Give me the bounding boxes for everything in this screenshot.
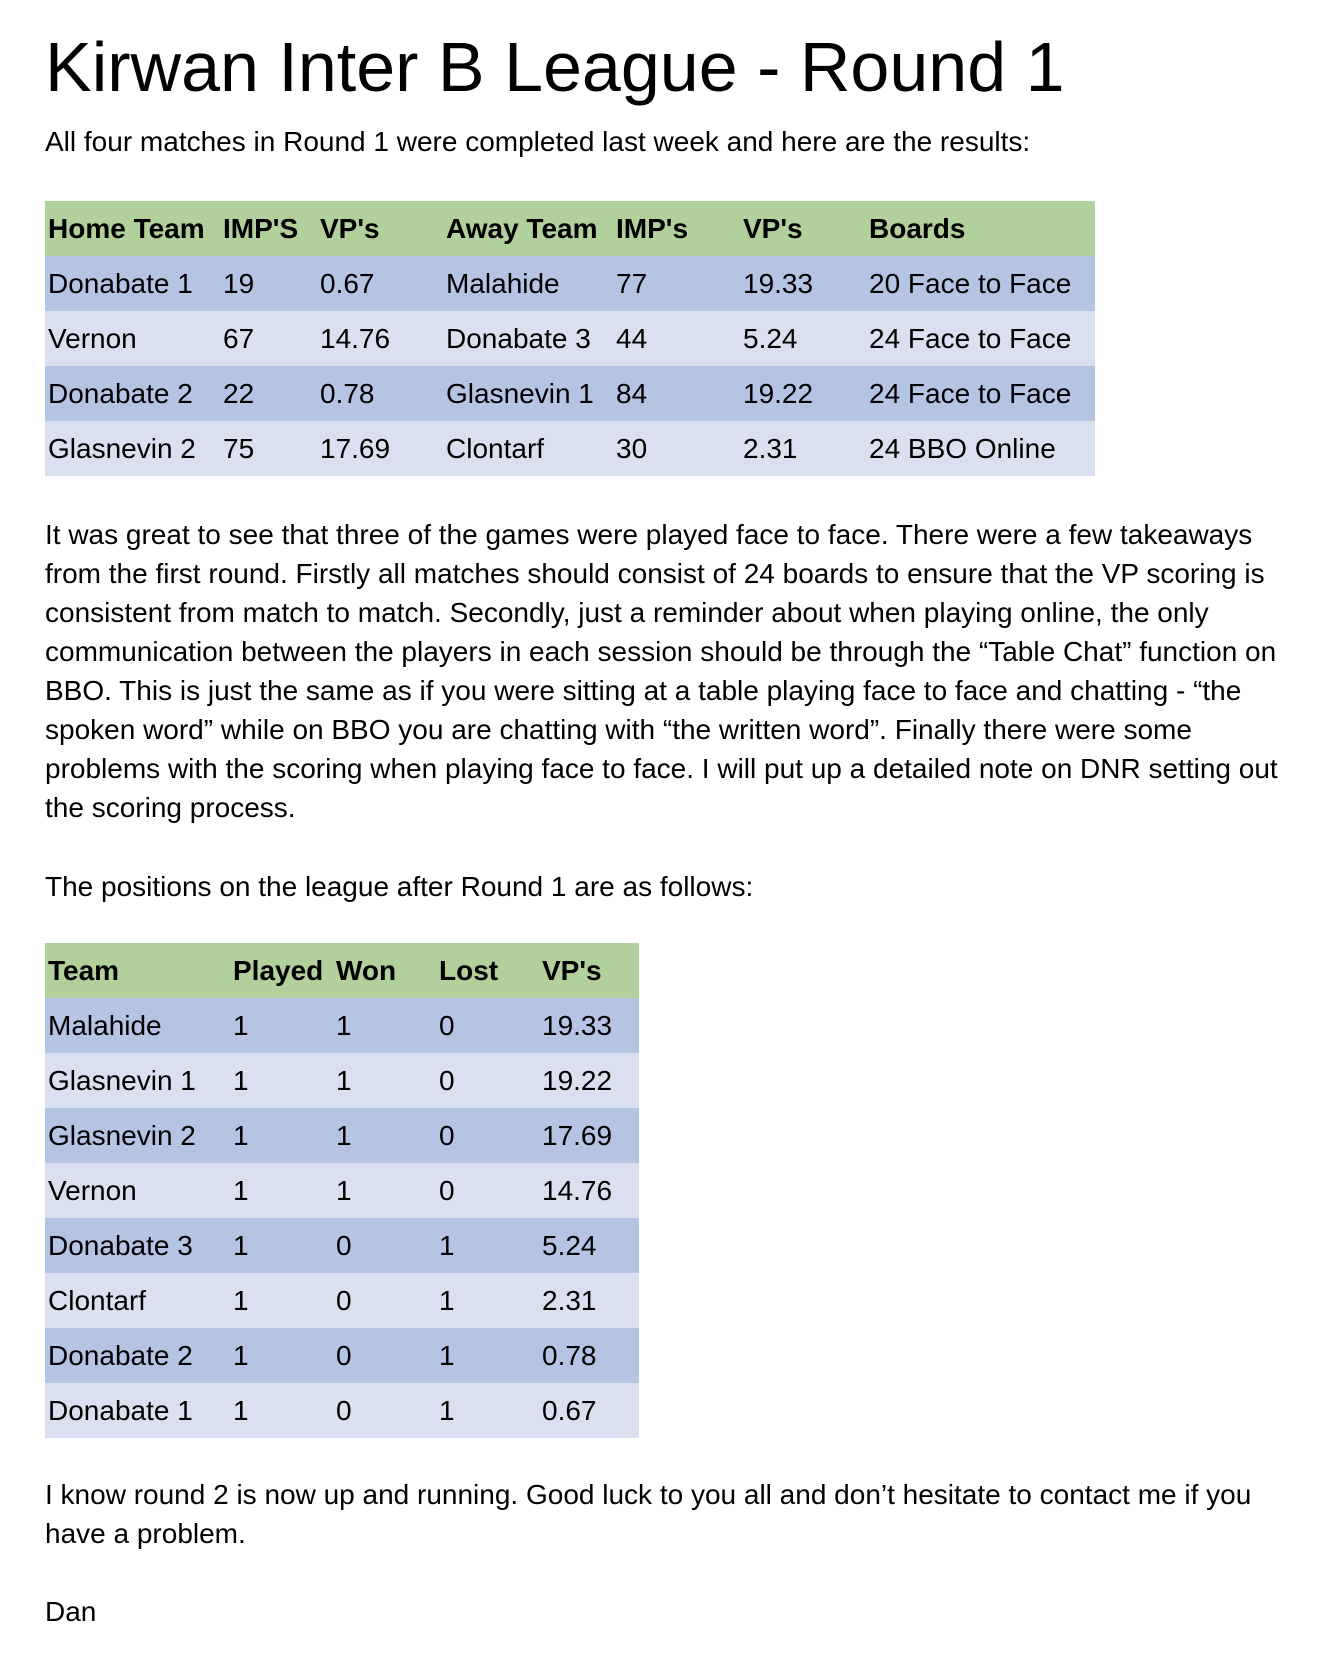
- results-row-cell: 22: [220, 366, 317, 421]
- results-row-cell: 84: [613, 366, 740, 421]
- league-row-cell: 1: [436, 1328, 539, 1383]
- league-table: [45, 943, 639, 1438]
- league-row-cell: 1: [230, 998, 333, 1053]
- league-header-cell: VP's: [539, 943, 639, 998]
- results-row-cell: Vernon: [45, 311, 220, 366]
- results-row: [45, 256, 1095, 311]
- league-header-row: [45, 943, 639, 998]
- results-row-cell: 19.22: [740, 366, 866, 421]
- results-row-cell: 2.31: [740, 421, 866, 476]
- league-row: [45, 1383, 639, 1438]
- results-table: [45, 201, 1095, 476]
- league-row: [45, 1218, 639, 1273]
- results-row-cell: Clontarf: [443, 421, 613, 476]
- league-row: [45, 998, 639, 1053]
- league-row-cell: 0: [436, 1108, 539, 1163]
- results-row-cell: Donabate 1: [45, 256, 220, 311]
- results-row-cell: Glasnevin 1: [443, 366, 613, 421]
- league-row-cell: 0.78: [539, 1328, 639, 1383]
- results-row-cell: 20 Face to Face: [866, 256, 1095, 311]
- signature: Dan: [45, 1596, 97, 1627]
- results-header-cell: IMP'S: [220, 201, 317, 256]
- league-row-cell: Clontarf: [45, 1273, 230, 1328]
- league-row-cell: Malahide: [45, 998, 230, 1053]
- results-row-cell: 24 BBO Online: [866, 421, 1095, 476]
- closing-text: I know round 2 is now up and running. Good luck to you all and don’t hesitate to contact me if you have a problem.: [45, 1479, 1252, 1549]
- league-row-cell: 19.22: [539, 1053, 639, 1108]
- results-row-cell: 75: [220, 421, 317, 476]
- positions-intro: The positions on the league after Round 1 are as follows:: [45, 871, 754, 902]
- results-header-cell: IMP's: [613, 201, 740, 256]
- league-row-cell: Glasnevin 2: [45, 1108, 230, 1163]
- league-row: [45, 1053, 639, 1108]
- results-header-cell: Home Team: [45, 201, 220, 256]
- league-row-cell: 1: [333, 1053, 436, 1108]
- league-row-cell: 19.33: [539, 998, 639, 1053]
- league-row-cell: Glasnevin 1: [45, 1053, 230, 1108]
- league-row-cell: 1: [333, 998, 436, 1053]
- league-row-cell: 2.31: [539, 1273, 639, 1328]
- results-row-cell: 19.33: [740, 256, 866, 311]
- results-row-cell: 30: [613, 421, 740, 476]
- league-row-cell: Vernon: [45, 1163, 230, 1218]
- league-row-cell: 1: [230, 1218, 333, 1273]
- results-header-cell: Boards: [866, 201, 1095, 256]
- league-row-cell: 0: [333, 1383, 436, 1438]
- league-row-cell: 1: [436, 1218, 539, 1273]
- league-header-cell: Lost: [436, 943, 539, 998]
- league-row-cell: 1: [436, 1383, 539, 1438]
- league-row-cell: 0.67: [539, 1383, 639, 1438]
- results-row: [45, 311, 1095, 366]
- results-row-cell: 5.24: [740, 311, 866, 366]
- league-row: [45, 1328, 639, 1383]
- results-header-cell: Away Team: [443, 201, 613, 256]
- results-row-cell: 24 Face to Face: [866, 366, 1095, 421]
- results-row-cell: Donabate 3: [443, 311, 613, 366]
- results-row-cell: Donabate 2: [45, 366, 220, 421]
- league-row-cell: 14.76: [539, 1163, 639, 1218]
- league-row-cell: 17.69: [539, 1108, 639, 1163]
- results-row-cell: 44: [613, 311, 740, 366]
- league-header-cell: Won: [333, 943, 436, 998]
- league-row: [45, 1273, 639, 1328]
- results-row-cell: Glasnevin 2: [45, 421, 220, 476]
- league-row-cell: 0: [333, 1328, 436, 1383]
- results-header-cell: VP's: [317, 201, 443, 256]
- league-header-cell: Played: [230, 943, 333, 998]
- intro-text: All four matches in Round 1 were completed last week and here are the results:: [45, 126, 1031, 157]
- results-row-cell: Malahide: [443, 256, 613, 311]
- league-row-cell: Donabate 2: [45, 1328, 230, 1383]
- league-row-cell: 0: [436, 998, 539, 1053]
- league-row-cell: 1: [230, 1383, 333, 1438]
- league-row-cell: 1: [333, 1108, 436, 1163]
- league-row-cell: 5.24: [539, 1218, 639, 1273]
- league-row-cell: 1: [230, 1108, 333, 1163]
- results-row: [45, 366, 1095, 421]
- league-row-cell: 1: [230, 1273, 333, 1328]
- league-row-cell: 1: [230, 1328, 333, 1383]
- results-row-cell: 19: [220, 256, 317, 311]
- league-row: [45, 1108, 639, 1163]
- page-title: Kirwan Inter B League - Round 1: [45, 28, 1065, 106]
- league-header-cell: Team: [45, 943, 230, 998]
- league-row-cell: 1: [436, 1273, 539, 1328]
- results-row-cell: 17.69: [317, 421, 443, 476]
- results-header-row: [45, 201, 1095, 256]
- league-row-cell: 1: [230, 1163, 333, 1218]
- results-row-cell: 67: [220, 311, 317, 366]
- results-row-cell: 77: [613, 256, 740, 311]
- results-row-cell: 24 Face to Face: [866, 311, 1095, 366]
- results-row-cell: 0.67: [317, 256, 443, 311]
- league-row-cell: 0: [436, 1163, 539, 1218]
- league-row-cell: 0: [333, 1218, 436, 1273]
- league-row-cell: 1: [230, 1053, 333, 1108]
- body-paragraph: It was great to see that three of the games were played face to face. There were a few takeaways from the first round. Firstly all matches should consist of 24 boards to ensure that the VP scoring is consistent from match to match. Secondly, just a reminder about when playing online, the only communication between the players in each session should be through the “Table Chat” function on BBO. This is just the same as if you were sitting at a table playing face to face and chatting - “the spoken word” while on BBO you are chatting with “the written word”. Finally there were some problems with the scoring when playing face to face. I will put up a detailed note on DNR setting out the scoring process.: [45, 519, 1278, 823]
- league-row-cell: 1: [333, 1163, 436, 1218]
- league-row-cell: 0: [333, 1273, 436, 1328]
- league-row: [45, 1163, 639, 1218]
- results-header-cell: VP's: [740, 201, 866, 256]
- league-row-cell: 0: [436, 1053, 539, 1108]
- results-row: [45, 421, 1095, 476]
- league-row-cell: Donabate 3: [45, 1218, 230, 1273]
- results-row-cell: 0.78: [317, 366, 443, 421]
- results-row-cell: 14.76: [317, 311, 443, 366]
- league-row-cell: Donabate 1: [45, 1383, 230, 1438]
